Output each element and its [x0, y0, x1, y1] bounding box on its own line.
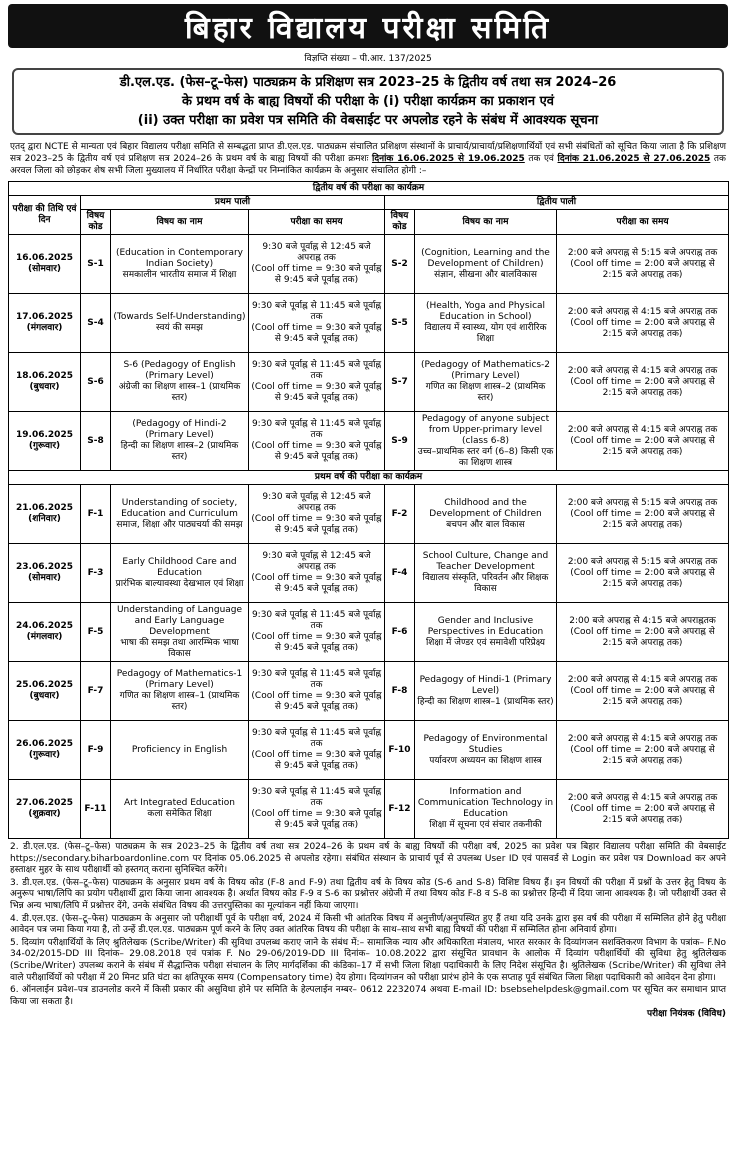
subject-name-en: (Cognition, Learning and the Development of Children) [421, 247, 550, 269]
subject-name-en: Pedagogy of Environmental Studies [423, 733, 548, 755]
exam-time: 9:30 बजे पूर्वाह्न से 11:45 बजे पूर्वाह्न तक [251, 728, 382, 749]
exam-day: (गुरूवार) [28, 750, 61, 760]
second-shift-subject [415, 235, 557, 294]
col-code-header: विषय कोड [81, 210, 111, 235]
cool-off-time: (Cool off time = 2:00 बजे अपराह्न से 2:15 बजे अपराह्न तक) [570, 258, 715, 280]
exam-date: 21.06.2025 [16, 503, 73, 513]
col-date-header: परीक्षा की तिथि एवं दिन [9, 196, 81, 235]
cool-off-time: (Cool off time = 2:00 बजे अपराह्न से 2:15 बजे अपराह्न तक) [570, 508, 715, 530]
second-shift-time [557, 603, 729, 662]
exam-day: (सोमवार) [27, 264, 62, 274]
cool-off-time: (Cool off time = 2:00 बजे अपराह्न से 2:15 बजे अपराह्न तक) [570, 626, 715, 648]
schedule-row [9, 780, 729, 839]
exam-day: (बुधवार) [29, 382, 60, 392]
schedule-row [9, 544, 729, 603]
exam-date: 26.06.2025 [16, 739, 73, 749]
exam-date-cell [9, 235, 81, 294]
exam-schedule-table [8, 181, 729, 839]
second-shift-time [557, 780, 729, 839]
exam-date-cell [9, 662, 81, 721]
exam-time: 9:30 बजे पूर्वाह्न से 12:45 बजे अपराह्न तक [262, 492, 371, 513]
exam-date-cell [9, 412, 81, 471]
exam-date: 23.06.2025 [16, 562, 73, 572]
first-shift-time [249, 721, 385, 780]
first-shift-code: S-8 [81, 412, 111, 471]
second-shift-code: F-2 [385, 485, 415, 544]
second-shift-subject [415, 662, 557, 721]
schedule-row [9, 603, 729, 662]
subject-name-hi: समकालीन भारतीय समाज में शिक्षा [122, 269, 237, 280]
notice-number: विज्ञप्ति संख्या – पी.आर. 137/2025 [304, 54, 432, 64]
second-shift-time [557, 544, 729, 603]
exam-time: 9:30 बजे पूर्वाह्न से 11:45 बजे पूर्वाह्न तक [251, 360, 382, 381]
headline-line-1: डी.एल.एड. (फेस–टू–फेस) पाठ्यक्रम के प्रशिक्षण सत्र 2023–25 के द्वितीय वर्ष तथा सत्र 2024–26 [119, 75, 617, 90]
schedule-row [9, 485, 729, 544]
cool-off-time: (Cool off time = 9:30 बजे पूर्वाह्न से 9:45 बजे पूर्वाह्न तक) [251, 264, 382, 285]
subject-name-en: Understanding of society, Education and Curriculum [121, 497, 238, 519]
note-6: 6. ऑनलाईन प्रवेश–पत्र डाउनलोड करने में किसी प्रकार की असुविधा होने पर समिति के हेल्पलाईन नम्बर– 0612 2232074 अथवा E-mail ID: bsebsehelpdesk@gmail.com पर सूचित कर समाधान प्राप्त किया जा सकता है। [10, 985, 726, 1007]
cool-off-time: (Cool off time = 2:00 बजे अपराह्न से 2:15 बजे अपराह्न तक) [570, 317, 715, 339]
second-shift-code: F-12 [385, 780, 415, 839]
subject-name-hi: प्रारंभिक बाल्यावस्था देखभाल एवं शिक्षा [115, 578, 244, 589]
note-3: 3. डी.एल.एड. (फेस–टू–फेस) पाठ्यक्रम के अनुसार प्रथम वर्ष के विषय कोड (F-8 and F-9) तथा द्वितीय वर्ष के विषय कोड (S-6 and S-8) विशिष्ट विषय हैं। इन विषयों की परीक्षा में प्रश्नों के उत्तर हेतु विषय के अनुरूप भाषा/लिपि का प्रयोग परीक्षार्थी द्वारा किया जाना आवश्यक है। अर्थात विषय कोड F-9 व S-6 का प्रश्नोत्तर अंग्रेजी में तथा विषय कोड F-8 व S-8 का प्रश्नोत्तर हिन्दी में दिया जाना आवश्यक है। जो परीक्षार्थी उक्त से भिन्न अन्य भाषा/लिपि में प्रश्नोत्तर देंगे, उनके संबंधित विषय की उत्तरपुस्तिका का मूल्यांकन नहीं किया जाएगा। [10, 877, 726, 911]
subject-name-hi: पर्यावरण अध्ययन का शिक्षण शास्त्र [429, 755, 542, 766]
exam-day: (मंगलवार) [26, 323, 63, 333]
subject-name-hi: विद्यालय में स्वास्थ्य, योग एवं शारीरिक शिक्षा [424, 323, 547, 344]
exam-date: 16.06.2025 [16, 253, 73, 263]
exam-time: 2:00 बजे अपराह्न से 4:15 बजे अपराह्न तक [567, 792, 718, 803]
second-shift-code: F-6 [385, 603, 415, 662]
exam-time: 2:00 बजे अपराह्न से 5:15 बजे अपराह्न तक [567, 497, 718, 508]
schedule-row [9, 294, 729, 353]
exam-date-cell [9, 294, 81, 353]
first-shift-time [249, 485, 385, 544]
cool-off-time: (Cool off time = 2:00 बजे अपराह्न से 2:15 बजे अपराह्न तक) [570, 803, 715, 825]
first-shift-time [249, 662, 385, 721]
notice-headline-box [12, 68, 724, 135]
cool-off-time: (Cool off time = 9:30 बजे पूर्वाह्न से 9:45 बजे पूर्वाह्न तक) [251, 691, 382, 712]
subject-name-en: (Pedagogy of Mathematics-2 (Primary Level) [420, 360, 550, 381]
second-shift-time [557, 485, 729, 544]
subject-name-en: Understanding of Language and Early Language Development [116, 604, 243, 637]
exam-date-cell [9, 780, 81, 839]
first-shift-time [249, 780, 385, 839]
cool-off-time: (Cool off time = 2:00 बजे अपराह्न से 2:15 बजे अपराह्न तक) [570, 744, 715, 766]
second-shift-subject [415, 294, 557, 353]
subject-name-hi: हिन्दी का शिक्षण शास्त्र–2 (प्राथमिक स्तर) [120, 441, 239, 462]
cool-off-time: (Cool off time = 2:00 बजे अपराह्न से 2:15 बजे अपराह्न तक) [570, 685, 715, 707]
exam-day: (शुक्रवार) [28, 809, 61, 819]
schedule-row [9, 412, 729, 471]
cool-off-time: (Cool off time = 9:30 बजे पूर्वाह्न से 9:45 बजे पूर्वाह्न तक) [251, 573, 382, 594]
exam-date-cell [9, 353, 81, 412]
intro-dates-b: दिनांक 21.06.2025 से 27.06.2025 [557, 154, 711, 164]
first-shift-time [249, 235, 385, 294]
first-shift-subject [111, 721, 249, 780]
first-shift-code: F-7 [81, 662, 111, 721]
note-5: 5. दिव्यांग परीक्षार्थियों के लिए श्रुतिलेखक (Scribe/Writer) की सुविधा उपलब्ध कराए जाने के संबंध में:– सामाजिक न्याय और अधिकारिता मंत्रालय, भारत सरकार के दिव्यांगजन सशक्तिकरण विभाग के पत्रांक– F.No 34-02/2015-DD III दिनांक– 29.08.2018 एवं पत्रांक F. No 29-06/2019-DD III दिनांक– 10.08.2022 द्वारा संसूचित प्रावधान के आलोक में दिव्यांग परीक्षार्थियों की सुविधा हेतु श्रुतिलेखक (Scribe/Writer) उपलब्ध कराने के संबंध में सैद्धान्तिक परीक्षा संचालन के लिए मार्गदर्शिका की कंडिका–17 में सभी जिला शिक्षा पदाधिकारी के लिए निदेश संसूचित है। श्रुतिलेखक (Scribe/Writer) की सुविधा लेने वाले परीक्षार्थियों को परीक्षा में 20 मिनट प्रति घंटा का क्षतिपूरक समय (Compensatory time) देय होगा। दिव्यांगजन को परीक्षा प्रारंभ होने के एक सप्ताह पूर्व संबंधित जिला शिक्षा पदाधिकारी को आवेदन देना होगा। [10, 937, 726, 983]
schedule-row [9, 235, 729, 294]
subject-name-en: (Pedagogy of Hindi-2 (Primary Level) [132, 419, 227, 440]
schedule-row [9, 721, 729, 780]
subject-name-hi: अंग्रेजी का शिक्षण शास्त्र–1 (प्राथमिक स्तर) [118, 382, 241, 403]
second-shift-subject [415, 412, 557, 471]
first-year-band: प्रथम वर्ष की परीक्षा का कार्यक्रम [9, 471, 729, 485]
exam-time: 2:00 बजे अपराह्न से 4:15 बजे अपराह्नतक [569, 615, 716, 626]
subject-name-hi: शिक्षा में जेण्डर एवं समावेशी परिप्रेक्ष्य [425, 637, 546, 648]
exam-time: 9:30 बजे पूर्वाह्न से 11:45 बजे पूर्वाह्न तक [251, 787, 382, 808]
second-shift-code: F-10 [385, 721, 415, 780]
subject-name-en: Pedagogy of Mathematics-1 (Primary Level) [116, 669, 243, 690]
exam-time: 2:00 बजे अपराह्न से 5:15 बजे अपराह्न तक [567, 556, 718, 567]
first-shift-code: F-1 [81, 485, 111, 544]
subject-name-en: Proficiency in English [131, 744, 228, 755]
exam-time: 2:00 बजे अपराह्न से 4:15 बजे अपराह्न तक [567, 424, 718, 435]
note-4: 4. डी.एल.एड. (फेस–टू–फेस) पाठ्यक्रम के अनुसार जो परीक्षार्थी पूर्व के परीक्षा वर्ष, 2024 में किसी भी आंतरिक विषय में अनुत्तीर्ण/अनुपस्थित हुए हैं तथा यदि उनके द्वारा इस वर्ष की परीक्षा में सम्मिलित होने हेतु परीक्षा आवेदन पत्र जमा किया गया है, तो उन्हें डी.एल.एड. पाठ्यक्रम पूर्ण करने के लिए उक्त आंतरिक विषय की परीक्षा के साथ–साथ सभी बाह्य विषयों की परीक्षा में सम्मिलित होना अनिवार्य होगा। [10, 913, 726, 936]
exam-date: 19.06.2025 [16, 430, 73, 440]
first-shift-code: F-3 [81, 544, 111, 603]
subject-name-hi: गणित का शिक्षण शास्त्र–1 (प्राथमिक स्तर) [119, 691, 240, 712]
headline-line-2: के प्रथम वर्ष के बाह्य विषयों की परीक्षा के (i) परीक्षा कार्यक्रम का प्रकाशन एवं [182, 94, 554, 109]
exam-date-cell [9, 721, 81, 780]
exam-time: 9:30 बजे पूर्वाह्न से 11:45 बजे पूर्वाह्न तक [251, 301, 382, 322]
first-shift-subject [111, 412, 249, 471]
exam-time: 2:00 बजे अपराह्न से 5:15 बजे अपराह्न तक [567, 247, 718, 258]
subject-name-en: (Towards Self-Understanding) [113, 312, 246, 322]
cool-off-time: (Cool off time = 9:30 बजे पूर्वाह्न से 9:45 बजे पूर्वाह्न तक) [251, 382, 382, 403]
second-shift-code: S-2 [385, 235, 415, 294]
col-time-header: परीक्षा का समय [249, 210, 385, 235]
second-shift-header: द्वितीय पाली [385, 196, 729, 210]
exam-time: 9:30 बजे पूर्वाह्न से 12:45 बजे अपराह्न तक [262, 242, 371, 263]
board-title: बिहार विद्यालय परीक्षा समिति [184, 10, 552, 46]
subject-name-en: Pedagogy of Hindi-1 (Primary Level) [419, 674, 552, 696]
exam-day: (बुधवार) [29, 691, 60, 701]
first-shift-subject [111, 235, 249, 294]
exam-date-cell [9, 603, 81, 662]
exam-date-cell [9, 544, 81, 603]
col-subject-header: विषय का नाम [415, 210, 557, 235]
exam-time: 2:00 बजे अपराह्न से 4:15 बजे अपराह्न तक [567, 365, 718, 376]
exam-time: 2:00 बजे अपराह्न से 4:15 बजे अपराह्न तक [567, 306, 718, 317]
col-code-header: विषय कोड [385, 210, 415, 235]
subject-name-hi: संज्ञान, सीखना और बालविकास [434, 269, 537, 280]
intro-text-b: तक एवं [528, 154, 554, 164]
masthead-banner [8, 4, 728, 48]
second-shift-subject [415, 780, 557, 839]
subject-name-hi: स्वयं की समझ [156, 323, 203, 333]
notes-section [10, 842, 726, 1021]
subject-name-hi: गणित का शिक्षण शास्त्र–2 (प्राथमिक स्तर) [425, 382, 546, 403]
cool-off-time: (Cool off time = 2:00 बजे अपराह्न से 2:15 बजे अपराह्न तक) [570, 376, 715, 398]
subject-name-hi: भाषा की समझ तथा आरम्भिक भाषा विकास [120, 637, 239, 659]
subject-name-en: School Culture, Change and Teacher Development [422, 551, 549, 572]
first-shift-code: F-5 [81, 603, 111, 662]
subject-name-hi: हिन्दी का शिक्षण शास्त्र–1 (प्राथमिक स्तर) [417, 696, 554, 707]
first-shift-code: S-6 [81, 353, 111, 412]
subject-name-en: Information and Communication Technology in Education [417, 787, 554, 819]
first-shift-code: S-1 [81, 235, 111, 294]
cool-off-time: (Cool off time = 9:30 बजे पूर्वाह्न से 9:45 बजे पूर्वाह्न तक) [251, 632, 382, 653]
first-shift-code: F-11 [81, 780, 111, 839]
exam-date: 25.06.2025 [16, 680, 73, 690]
second-shift-code: S-5 [385, 294, 415, 353]
exam-time: 9:30 बजे पूर्वाह्न से 11:45 बजे पूर्वाह्न तक [251, 610, 382, 631]
exam-time: 9:30 बजे पूर्वाह्न से 11:45 बजे पूर्वाह्न तक [251, 669, 382, 690]
subject-name-hi: कला समेकित शिक्षा [147, 809, 212, 819]
second-shift-time [557, 412, 729, 471]
subject-name-en: Childhood and the Development of Children [429, 497, 542, 519]
cool-off-time: (Cool off time = 9:30 बजे पूर्वाह्न से 9:45 बजे पूर्वाह्न तक) [251, 750, 382, 771]
exam-time: 2:00 बजे अपराह्न से 4:15 बजे अपराह्न तक [567, 674, 718, 685]
subject-name-en: S-6 (Pedagogy of English (Primary Level) [123, 360, 236, 381]
exam-time: 2:00 बजे अपराह्न से 4:15 बजे अपराह्न तक [567, 733, 718, 744]
exam-time: 9:30 बजे पूर्वाह्न से 11:45 बजे पूर्वाह्न तक [251, 419, 382, 440]
first-shift-subject [111, 544, 249, 603]
intro-dates-a: दिनांक 16.06.2025 से 19.06.2025 [372, 154, 525, 164]
cool-off-time: (Cool off time = 9:30 बजे पूर्वाह्न से 9:45 बजे पूर्वाह्न तक) [251, 809, 382, 830]
intro-text-c: तक अरवल जिला को छोड़कर शेष सभी जिला मुख्यालय में निर्धारित परीक्षा केन्द्रों पर निम्नांकित कार्यक्रम के अनुसार संचालित होगी :– [10, 154, 726, 176]
first-shift-header: प्रथम पाली [81, 196, 385, 210]
second-shift-code: S-7 [385, 353, 415, 412]
cool-off-time: (Cool off time = 9:30 बजे पूर्वाह्न से 9:45 बजे पूर्वाह्न तक) [251, 441, 382, 462]
exam-day: (शनिवार) [28, 514, 61, 524]
subject-name-en: Early Childhood Care and Education [122, 556, 237, 578]
second-shift-subject [415, 721, 557, 780]
schedule-row [9, 353, 729, 412]
cool-off-time: (Cool off time = 2:00 बजे अपराह्न से 2:15 बजे अपराह्न तक) [570, 567, 715, 589]
col-time-header: परीक्षा का समय [557, 210, 729, 235]
first-shift-code: S-4 [81, 294, 111, 353]
second-shift-subject [415, 353, 557, 412]
second-shift-subject [415, 603, 557, 662]
subject-name-en: Art Integrated Education [123, 798, 236, 808]
exam-date-cell [9, 485, 81, 544]
exam-date: 24.06.2025 [16, 621, 73, 631]
second-shift-time [557, 353, 729, 412]
subject-name-en: (Education in Contemporary Indian Society) [115, 247, 244, 269]
first-shift-subject [111, 603, 249, 662]
first-year-rows [9, 485, 729, 839]
first-shift-time [249, 353, 385, 412]
cool-off-time: (Cool off time = 9:30 बजे पूर्वाह्न से 9:45 बजे पूर्वाह्न तक) [251, 323, 382, 344]
second-shift-code: F-8 [385, 662, 415, 721]
first-shift-time [249, 412, 385, 471]
second-year-band: द्वितीय वर्ष की परीक्षा का कार्यक्रम [9, 182, 729, 196]
subject-name-en: (Health, Yoga and Physical Education in School) [425, 301, 546, 322]
headline-line-3: (ii) उक्त परीक्षा का प्रवेश पत्र समिति की वेबसाईट पर अपलोड रहने के संबंध में आवश्यक सूचना [137, 113, 599, 128]
exam-date: 27.06.2025 [16, 798, 73, 808]
subject-name-hi: बचपन और बाल विकास [446, 519, 525, 530]
second-shift-time [557, 235, 729, 294]
exam-time: 9:30 बजे पूर्वाह्न से 12:45 बजे अपराह्न तक [262, 551, 371, 572]
second-shift-code: S-9 [385, 412, 415, 471]
exam-day: (गुरूवार) [28, 441, 61, 451]
exam-date: 17.06.2025 [16, 312, 73, 322]
subject-name-en: Pedagogy of anyone subject from Upper-primary level (class 6-8) [421, 413, 550, 446]
second-shift-code: F-4 [385, 544, 415, 603]
first-shift-code: F-9 [81, 721, 111, 780]
first-shift-time [249, 544, 385, 603]
first-shift-subject [111, 353, 249, 412]
cool-off-time: (Cool off time = 9:30 बजे पूर्वाह्न से 9:45 बजे पूर्वाह्न तक) [251, 514, 382, 535]
exam-date: 18.06.2025 [16, 371, 73, 381]
subject-name-hi: विद्यालय संस्कृति, परिवर्तन और शिक्षक विकास [422, 573, 549, 594]
exam-day: (मंगलवार) [26, 632, 63, 642]
exam-day: (सोमवार) [27, 573, 62, 583]
subject-name-hi: उच्च–प्राथमिक स्तर वर्ग (6–8) किसी एक का शिक्षण शास्त्र [417, 446, 554, 468]
note-2: 2. डी.एल.एड. (फेस–टू–फेस) पाठ्यक्रम के सत्र 2023–25 के द्वितीय वर्ष तथा सत्र 2024–26 के प्रथम वर्ष के बाह्य विषयों की परीक्षा वर्ष, 2025 का प्रवेश पत्र बिहार विद्यालय परीक्षा समिति की वेबसाईट https://secondary.biharboardonline.com पर दिनांक 05.06.2025 से अपलोड रहेगा। संबंधित संस्थान के प्राचार्य पूर्व से उपलब्ध User ID एवं पासवर्ड से Login कर प्रवेश पत्र Download कर अपने हस्ताक्षर मुहर के साथ परीक्षार्थी को हस्तगत् कराना सुनिश्चित करेंगे। [10, 842, 726, 876]
second-shift-time [557, 662, 729, 721]
second-shift-time [557, 294, 729, 353]
first-shift-subject [111, 485, 249, 544]
signature: परीक्षा नियंत्रक (विविध) [646, 1009, 726, 1020]
subject-name-hi: समाज, शिक्षा और पाठ्यचर्या की समझ [116, 519, 243, 530]
second-shift-time [557, 721, 729, 780]
intro-paragraph [10, 141, 726, 177]
subject-name-en: Gender and Inclusive Perspectives in Education [427, 615, 544, 637]
first-shift-time [249, 294, 385, 353]
first-shift-subject [111, 662, 249, 721]
subject-name-hi: शिक्षा में सूचना एवं संचार तकनीकी [429, 820, 542, 830]
first-shift-time [249, 603, 385, 662]
intro-text-a: एतद् द्वारा NCTE से मान्यता एवं बिहार विद्यालय परीक्षा समिति से सम्बद्धता प्राप्त डी.एल.एड. पाठ्यक्रम संचालित प्रशिक्षण संस्थानों के प्राचार्य/प्राचार्या/प्रशिक्षणार्थियों एवं सभी संबंधितों को सूचित किया जाता है कि प्रशिक्षण सत्र 2023–25 के द्वितीय वर्ष एवं प्रशिक्षण सत्र 2024–26 के प्रथम वर्ष के बाह्य विषयों की परीक्षा क्रमशः [10, 142, 726, 164]
first-year-band-body [9, 471, 729, 485]
first-shift-subject [111, 780, 249, 839]
second-shift-subject [415, 485, 557, 544]
schedule-row [9, 662, 729, 721]
second-shift-subject [415, 544, 557, 603]
col-subject-header: विषय का नाम [111, 210, 249, 235]
second-year-rows [9, 235, 729, 471]
first-shift-subject [111, 294, 249, 353]
cool-off-time: (Cool off time = 2:00 बजे अपराह्न से 2:15 बजे अपराह्न तक) [570, 435, 715, 457]
